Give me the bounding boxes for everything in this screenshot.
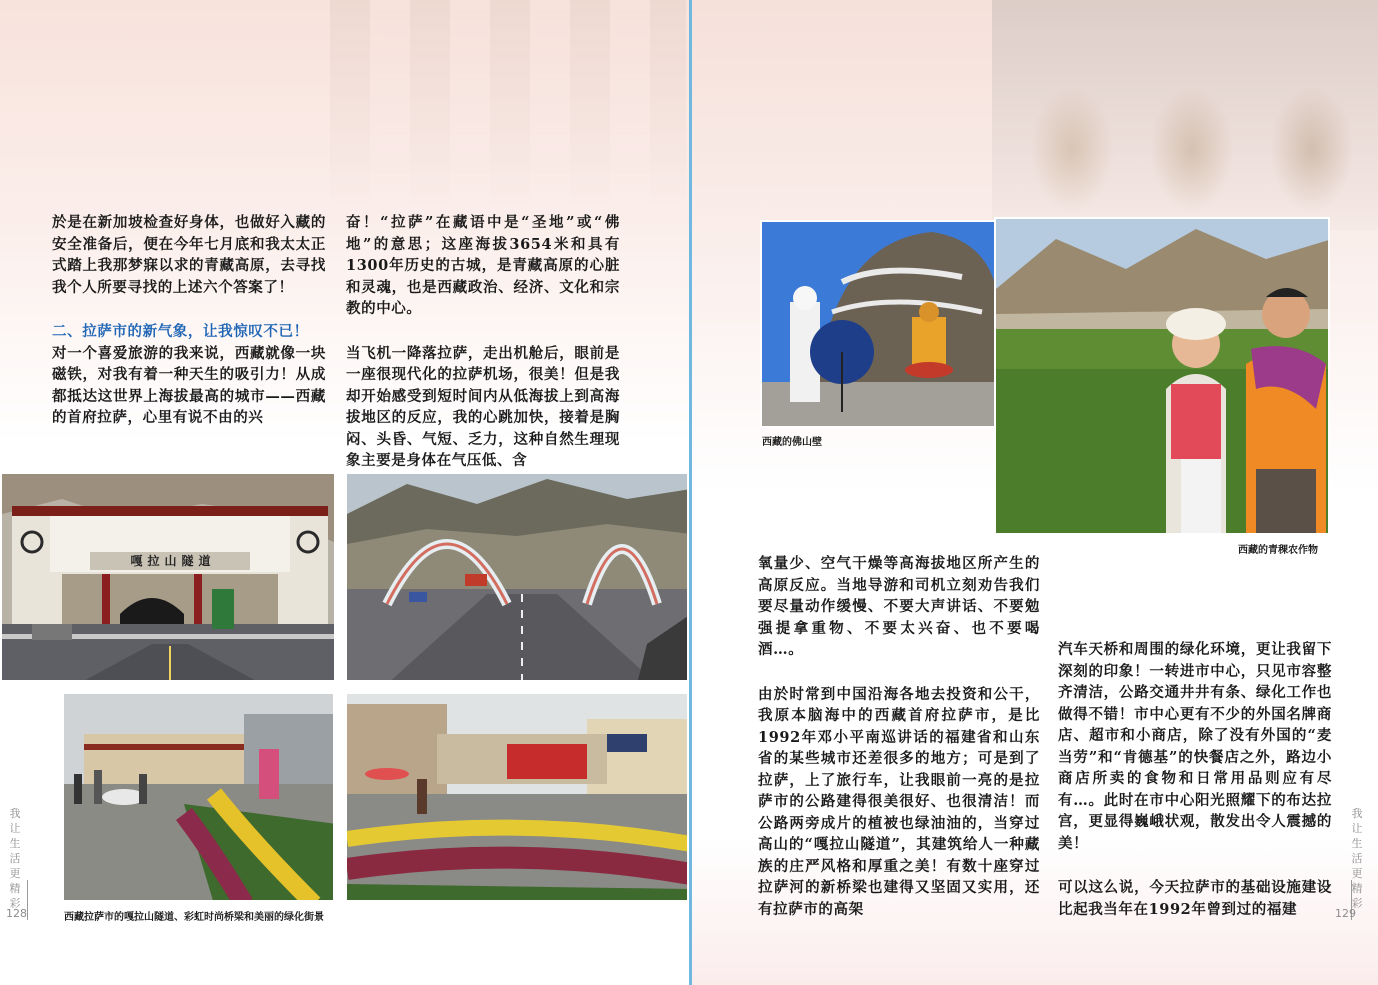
left-page-rule	[27, 880, 28, 920]
left-body-paragraph: 对一个喜爱旅游的我来说，西藏就像一块磁铁，对我有着一种天生的吸引力！从成都抵达这世界上海拔最高的城市——西藏的首府拉萨，心里有说不由的兴	[52, 344, 326, 426]
right-column-2	[1058, 639, 1332, 920]
section-heading: 二、拉萨市的新气象，让我惊叹不已！	[52, 323, 309, 340]
street-photo-left	[62, 692, 335, 902]
altitude-paragraph: 当飞机一降落拉萨，走出机舱后，眼前是一座很现代化的拉萨机场，很美！但是我却开始感受到短时间内从低海拔上到高海拔地区的反应，我的心跳加快，接着是胸闷、头昏、气短、乏力，这种自然生理现象主要是身体在气压低、含	[346, 344, 620, 469]
left-page-number: 128	[6, 907, 27, 920]
header-decoration	[330, 0, 686, 210]
right-page	[692, 0, 1378, 985]
right-column-1	[758, 553, 1040, 920]
left-margin-label: 我让生活更精彩	[9, 807, 21, 910]
tunnel-sign-text: 嘎拉山隧道	[130, 554, 216, 568]
barley-field-photo	[994, 217, 1330, 535]
street-photo-right	[345, 692, 689, 902]
lhasa-roads-paragraph: 由於时常到中国沿海各地去投资和公干，我原本脑海中的西藏首府拉萨市，是比1992年邓小平南巡讲话的福建省和山东省的某些城市还差很多的地方；可是到了拉萨，上了旅行车，让我眼前一亮的是拉萨市的公路建得很美很好、也很清洁！而公路两旁成片的植被也绿油油的，当穿过高山的“嘎拉山隧道”，其建筑给人一种藏族的庄严风格和厚重之美！有数十座穿过拉萨河的新桥梁也建得又坚固又实用，还有拉萨市的高架	[758, 685, 1040, 918]
lhasa-meaning-paragraph: 奋！“拉萨”在藏语中是“圣地”或“佛地”的意思；这座海拔3654米和具有1300年历史的古城，是青藏高原的心脏和灵魂，也是西藏政治、经济、文化和宗教的中心。	[346, 214, 620, 317]
left-column-2	[346, 212, 620, 472]
buddha-wall-photo	[760, 220, 998, 428]
infrastructure-paragraph: 可以这么说，今天拉萨市的基础设施建设比起我当年在1992年曾到过的福建	[1058, 879, 1332, 918]
prayer-wheel-background	[992, 0, 1378, 230]
bridge-photo	[345, 472, 689, 682]
left-photo-caption: 西藏拉萨市的嘎拉山隧道、彩虹时尚桥梁和美丽的绿化街景	[64, 912, 324, 923]
altitude-advice-paragraph: 氧量少、空气干燥等高海拔地区所产生的高原反应。当地导游和司机立刻劝告我们要尽量动作缓慢、不要大声讲话、不要勉强提拿重物、不要太兴奋、也不要喝酒…。	[758, 555, 1040, 658]
city-center-paragraph: 汽车天桥和周围的绿化环境，更让我留下深刻的印象！一转进市中心，只见市容整齐清洁，公路交通井井有条、绿化工作也做得不错！市中心更有不少的外国名牌商店、超市和小商店，除了没有外国的“麦当劳”和“肯德基”的快餐店之外，路边小商店所卖的食物和日常用品则应有尽有…。此时在市中心阳光照耀下的布达拉宫，更显得巍峨状观，散发出令人震撼的美！	[1058, 641, 1332, 852]
left-column-1	[52, 212, 326, 429]
left-intro-paragraph: 於是在新加坡检查好身体，也做好入藏的安全准备后，便在今年七月底和我太太正式踏上我那梦寐以求的青藏高原，去寻找我个人所要寻找的上述六个答案了！	[52, 214, 326, 296]
right-margin-label: 我让生活更精彩	[1351, 807, 1363, 910]
right-page-number: 129	[1335, 907, 1356, 920]
barley-field-caption: 西藏的青稞农作物	[1238, 545, 1318, 556]
buddha-wall-caption: 西藏的佛山壁	[762, 437, 822, 448]
tunnel-photo	[0, 472, 336, 682]
